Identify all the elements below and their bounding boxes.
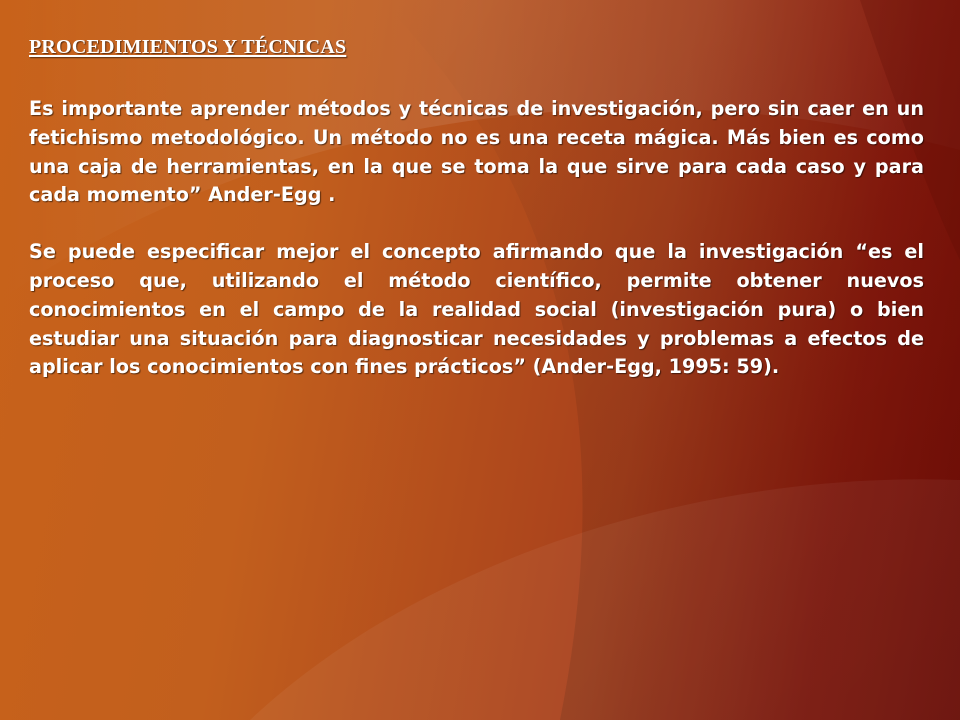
slide-title: PROCEDIMIENTOS Y TÉCNICAS [29, 36, 347, 58]
paragraph-quote: Es importante aprender métodos y técnicas de investigación, pero sin caer en un fetichismo metodológico. Un método no es una receta mágica. Más bien es como una caja de herramientas, en la que se toma la que sirve para cada caso y para cada momento” Ander-Egg . [29, 97, 924, 207]
slide-content [29, 36, 924, 410]
paragraph-definition: Se puede especificar mejor el concepto afirmando que la investigación “es el proceso que, utilizando el método científico, permite obtener nuevos conocimientos en el campo de la realidad social (investigación pura) o bien estudiar una situación para diagnosticar necesidades y problemas a efectos de aplicar los conocimientos con fines prácticos” (Ander-Egg, 1995: 59). [29, 240, 924, 379]
